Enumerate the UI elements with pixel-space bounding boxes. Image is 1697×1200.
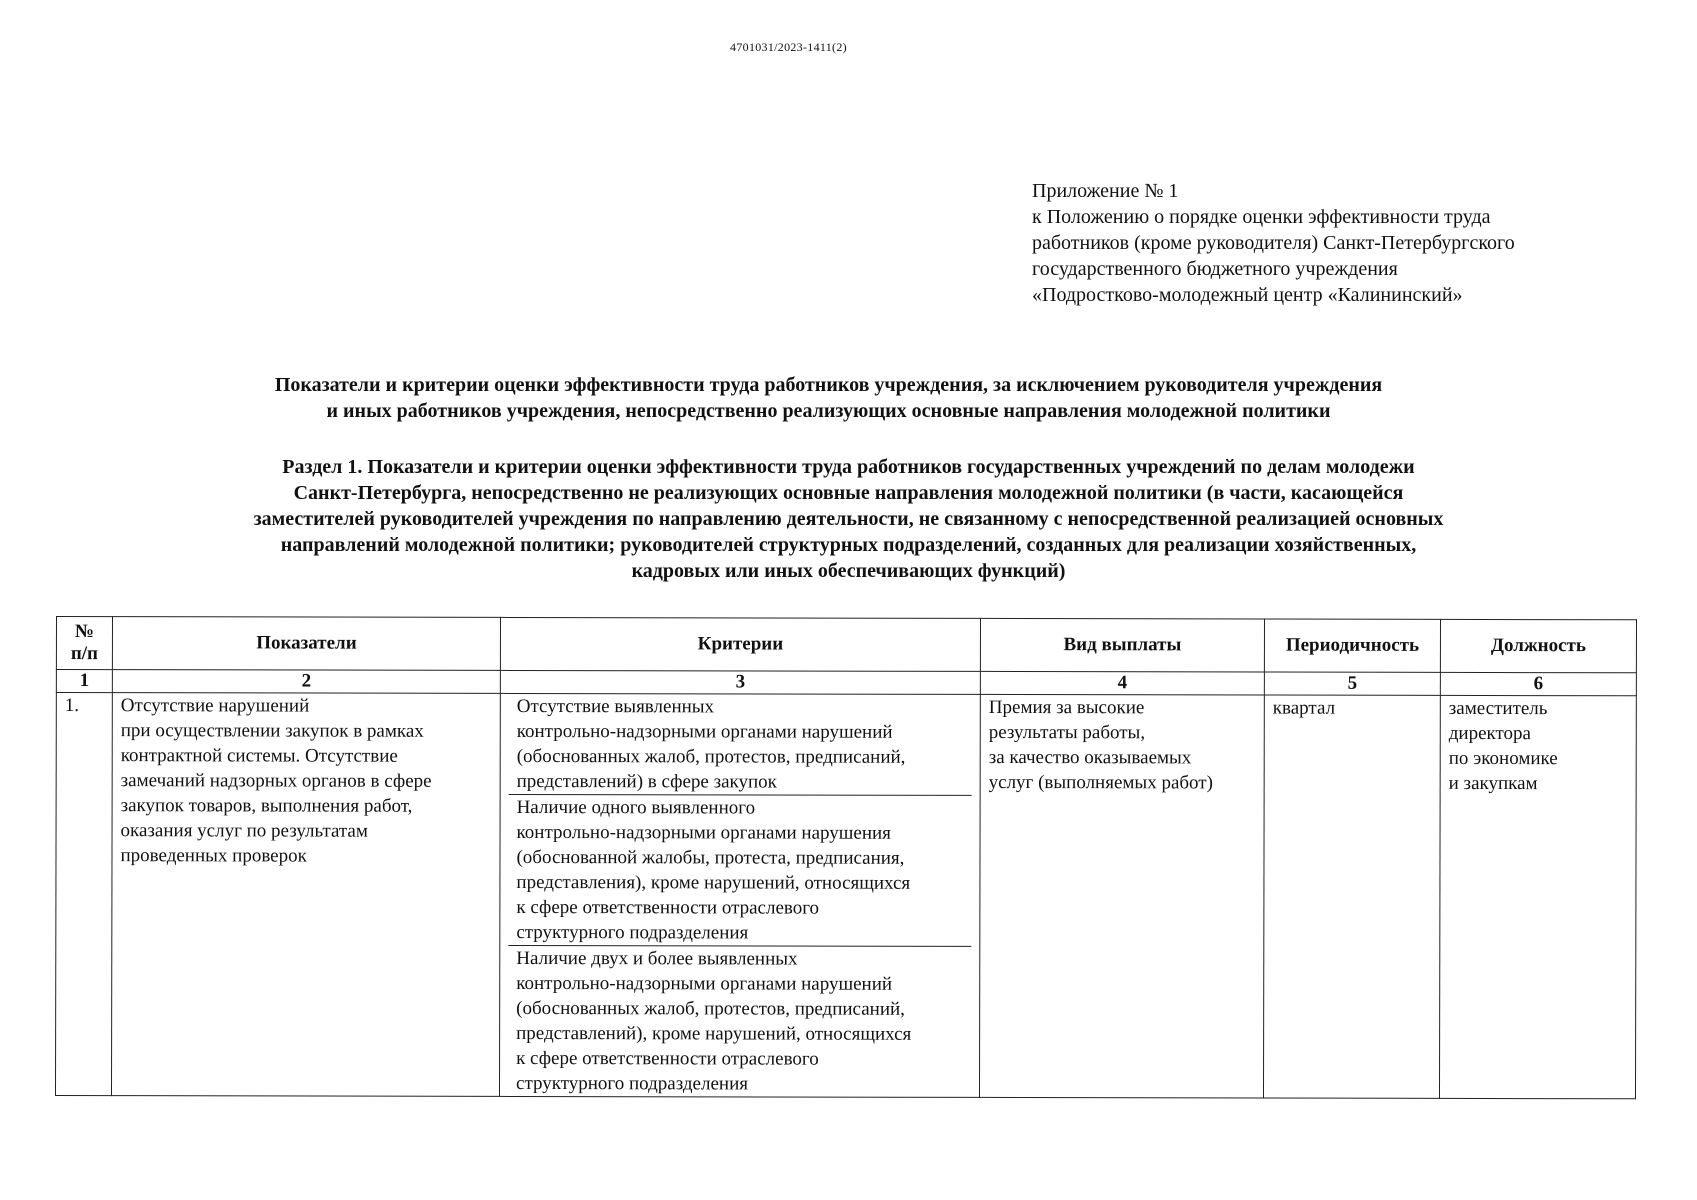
header-criteria: Критерии [500, 617, 980, 671]
payment-line: результаты работы, [988, 721, 1146, 744]
table-header-row [56, 617, 1636, 673]
periodicity-cell: квартал [1263, 695, 1440, 1098]
criterion-line: структурного подразделения [516, 921, 749, 944]
position-cell [1439, 695, 1636, 1098]
position-line: по экономике [1448, 747, 1558, 770]
criterion-line: (обоснованных жалоб, протестов, предписаний, [516, 745, 906, 768]
row-number: 1. [55, 693, 112, 1096]
criterion-line: представлений), кроме нарушений, относящихся [516, 1022, 912, 1045]
payment-line: Премия за высокие [988, 696, 1145, 719]
position-line: и закупкам [1448, 772, 1538, 795]
criterion-line: (обоснованных жалоб, протестов, предписаний, [516, 997, 905, 1020]
column-number: 2 [112, 670, 500, 694]
section-title-line: Раздел 1. Показатели и критерии оценки эффективности труда работников государственных учреждений по делам молодежи [282, 456, 1415, 478]
header-position: Должность [1440, 619, 1636, 672]
criteria-table [55, 616, 1637, 1099]
criterion-line: Наличие одного выявленного [516, 796, 756, 819]
payment-cell [979, 694, 1264, 1098]
indicator-line: закупок товаров, выполнения работ, [120, 795, 413, 817]
position-line: заместитель [1448, 697, 1548, 720]
criterion-line: контрольно-надзорными органами нарушения [516, 821, 891, 844]
criterion-line: к сфере ответственности отраслевого [516, 1047, 819, 1070]
appendix-line: «Подростково-молодежный центр «Калининский» [1032, 284, 1463, 306]
column-number: 5 [1264, 672, 1440, 695]
column-number: 4 [980, 671, 1264, 695]
criterion-line: структурного подразделения [515, 1072, 749, 1095]
appendix-line: Приложение № 1 [1032, 180, 1179, 202]
criteria-cell [499, 693, 980, 1097]
criterion-line: контрольно-надзорными органами нарушений [516, 972, 893, 995]
criterion-line: представлений) в сфере закупок [516, 770, 777, 793]
position-line: директора [1448, 722, 1532, 745]
document-title [0, 372, 1677, 424]
title-line: Показатели и критерии оценки эффективности труда работников учреждения, за исключением руководителя учреждения [274, 374, 1383, 396]
column-number-row [56, 670, 1636, 696]
document-number: 4701031/2023-1411(2) [730, 40, 847, 54]
indicator-cell [111, 693, 500, 1097]
indicator-line: оказания услуг по результатам [120, 820, 368, 842]
appendix-note [1032, 178, 1652, 308]
column-number: 1 [56, 670, 112, 693]
header-num [56, 617, 112, 670]
indicator-line: при осуществлении закупок в рамках [120, 720, 424, 742]
section-title-line: направлений молодежной политики; руководителей структурных подразделений, созданных для реализации хозяйственных, [280, 534, 1417, 556]
criterion-block [509, 694, 972, 796]
header-indicators: Показатели [112, 617, 500, 671]
payment-line: услуг (выполняемых работ) [988, 771, 1213, 794]
indicator-line: замечаний надзорных органов в сфере [120, 770, 432, 792]
header-payment: Вид выплаты [980, 618, 1264, 672]
criterion-line: (обоснованной жалобы, протеста, предписания, [516, 846, 905, 869]
header-num-line1: № [74, 621, 95, 643]
payment-line: за качество оказываемых [988, 746, 1192, 769]
criterion-line: контрольно-надзорными органами нарушений [516, 720, 893, 743]
header-num-line2: п/п [70, 643, 99, 665]
appendix-line: к Положению о порядке оценки эффективности труда [1032, 206, 1491, 228]
table-row [55, 693, 1636, 1099]
column-number: 3 [500, 670, 980, 694]
criterion-block [508, 795, 971, 947]
criterion-line: Наличие двух и более выявленных [516, 947, 798, 970]
section-title-line: Санкт-Петербурга, непосредственно не реализующих основные направления молодежной политики (в части, касающейся [293, 482, 1404, 504]
column-number: 6 [1440, 672, 1636, 695]
section-title-line: кадровых или иных обеспечивающих функций) [631, 560, 1066, 582]
indicator-line: Отсутствие нарушений [120, 695, 310, 717]
section-title [0, 454, 1697, 584]
indicator-line: проведенных проверок [120, 845, 307, 867]
criterion-line: представления), кроме нарушений, относящихся [516, 871, 911, 894]
criterion-line: к сфере ответственности отраслевого [516, 896, 820, 919]
criterion-line: Отсутствие выявленных [516, 695, 715, 718]
title-line: и иных работников учреждения, непосредственно реализующих основные направления молодежной политики [326, 400, 1331, 422]
header-periodicity: Периодичность [1264, 619, 1440, 672]
section-title-line: заместителей руководителей учреждения по направлению деятельности, не связанному с непосредственной реализацией основных [253, 508, 1444, 530]
indicator-line: контрактной системы. Отсутствие [120, 745, 398, 767]
appendix-line: работников (кроме руководителя) Санкт-Петербургского [1032, 232, 1515, 254]
criterion-block [508, 946, 971, 1097]
appendix-line: государственного бюджетного учреждения [1032, 258, 1398, 280]
